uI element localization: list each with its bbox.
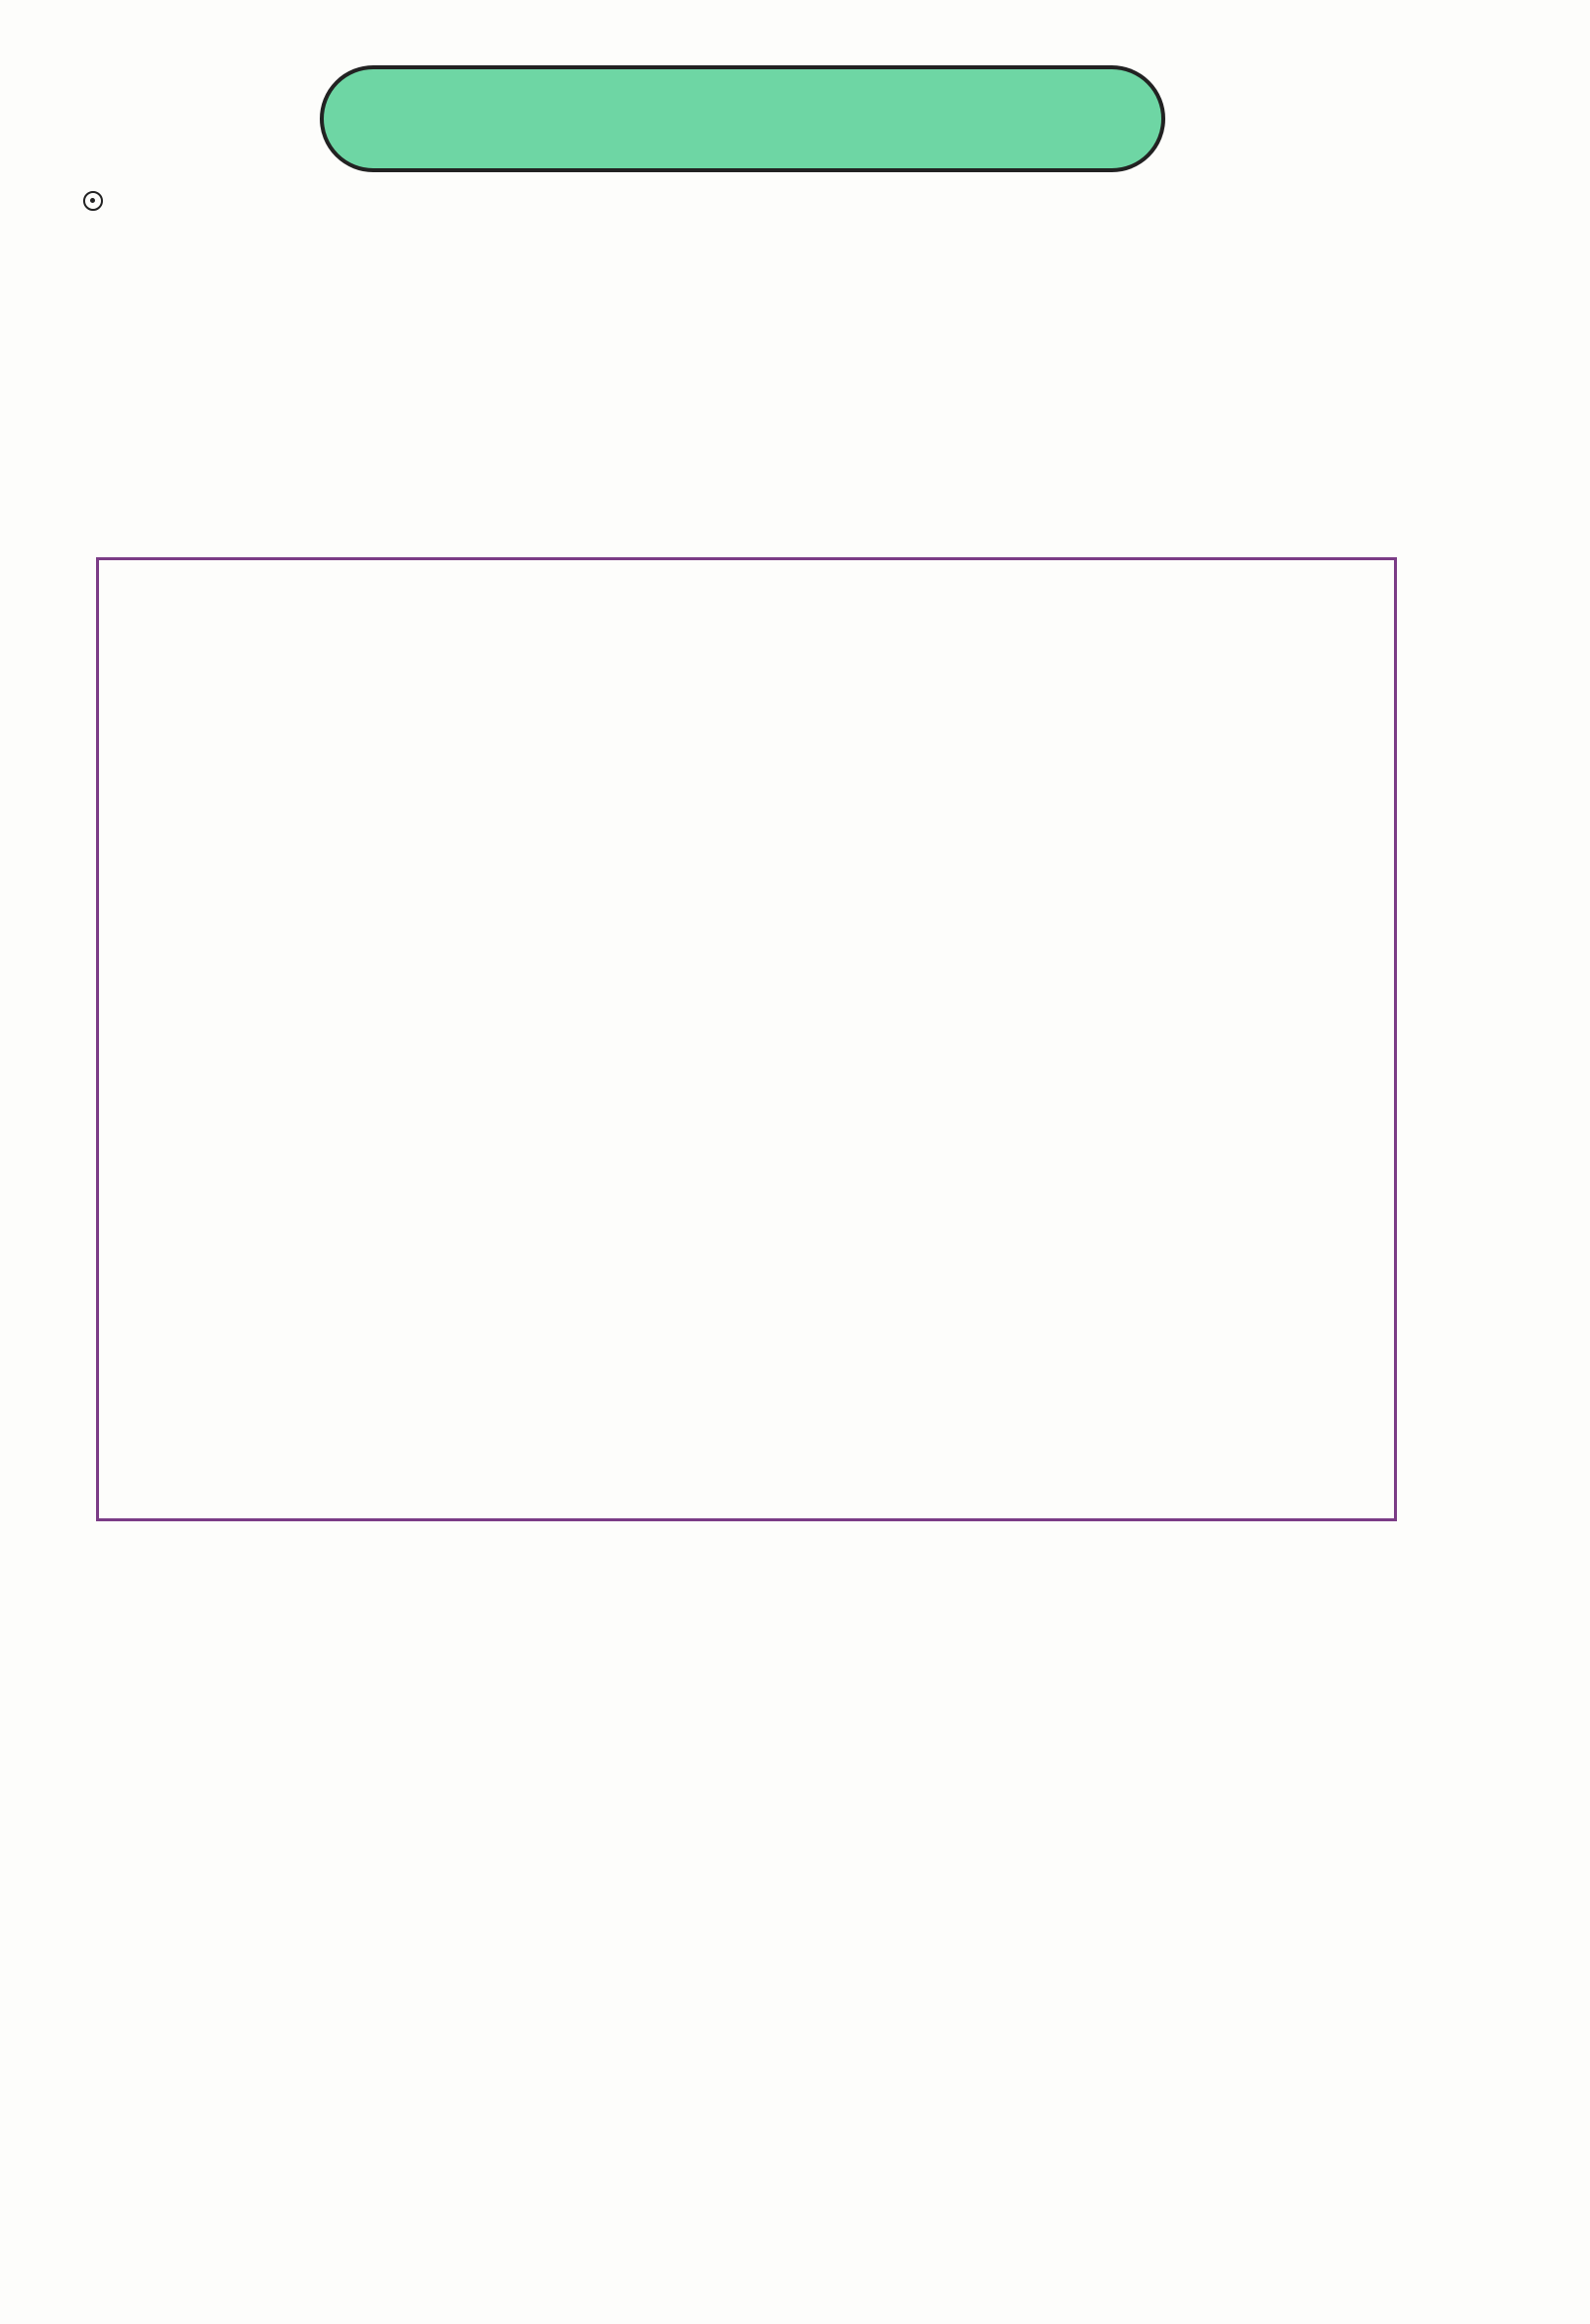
- standing-legend: [83, 191, 113, 211]
- title-banner: [320, 65, 1165, 172]
- standing-mark-icon: [83, 191, 103, 211]
- responsive-reading-box: [96, 557, 1397, 1521]
